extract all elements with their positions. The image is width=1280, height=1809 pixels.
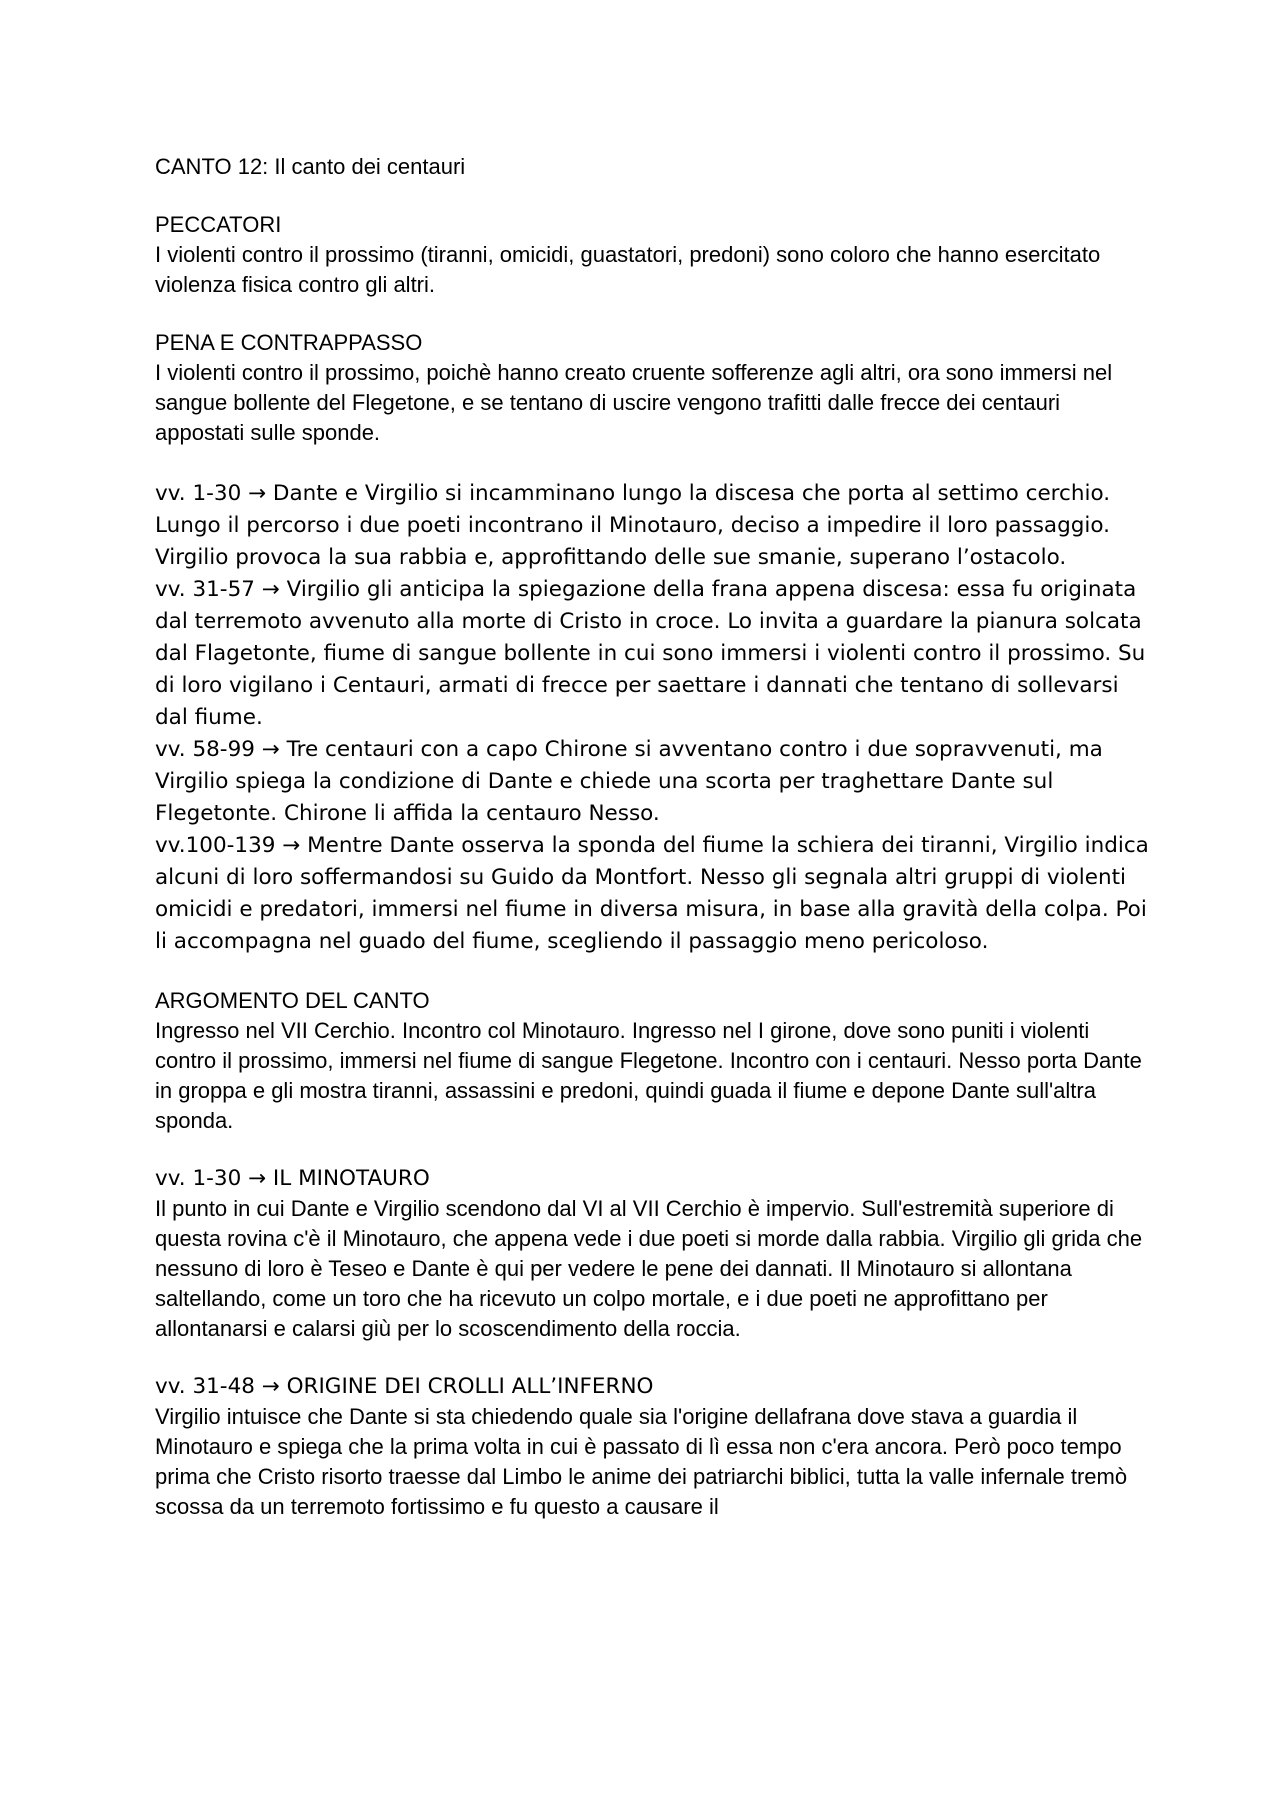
section-origine	[155, 1372, 1155, 1522]
section-heading: PENA E CONTRAPPASSO	[155, 330, 423, 355]
section-text: Virgilio intuisce che Dante si sta chiedendo quale sia l'origine dellafrana dove stava a guardia il Minotauro e spiega che la prima volta in cui è passato di lì essa non c'era ancora. Però poco tempo prima che Cristo risorto traesse dal Limbo le anime dei patriarchi biblici, tutta la valle infernale tremò scossa da un terremoto fortissimo e fu questo a causare il	[155, 1404, 1128, 1519]
document-page	[155, 152, 1155, 1522]
summary-paragraph: vv.100-139 → Mentre Dante osserva la sponda del fiume la schiera dei tiranni, Virgilio indica alcuni di loro soffermandosi su Guido da Montfort. Nesso gli segnala altri gruppi di violenti omicidi e predatori, immersi nel fiume in diversa misura, in base alla gravità della colpa. Poi li accompagna nel guado del fiume, scegliendo il passaggio meno pericoloso.	[155, 833, 1149, 954]
section-heading: PECCATORI	[155, 212, 282, 237]
section-text: Il punto in cui Dante e Virgilio scendono dal VI al VII Cerchio è impervio. Sull'estremità superiore di questa rovina c'è il Minotauro, che appena vede i due poeti si morde dalla rabbia. Virgilio gli grida che nessuno di loro è Teseo e Dante è qui per vedere le pene dei dannati. Il Minotauro si allontana saltellando, come un toro che ha ricevuto un colpo mortale, e i due poeti ne approfittano per allontanarsi e calarsi giù per lo scoscendimento della roccia.	[155, 1196, 1143, 1341]
section-heading: ARGOMENTO DEL CANTO	[155, 988, 430, 1013]
summary-paragraph: vv. 1-30 → Dante e Virgilio si incamminano lungo la discesa che porta al settimo cerchio. Lungo il percorso i due poeti incontrano il Minotauro, deciso a impedire il loro passaggio. Virgilio provoca la sua rabbia e, approfittando delle sue smanie, superano l’ostacolo.	[155, 481, 1111, 570]
summary-paragraph: vv. 58-99 → Tre centauri con a capo Chirone si avventano contro i due sopravvenuti, ma Virgilio spiega la condizione di Dante e chiede una scorta per traghettare Dante sul Flegetonte. Chirone li affida la centauro Nesso.	[155, 737, 1103, 826]
section-minotauro	[155, 1164, 1155, 1344]
section-argomento	[155, 986, 1155, 1136]
section-summary	[155, 478, 1155, 958]
section-text: Ingresso nel VII Cerchio. Incontro col Minotauro. Ingresso nel I girone, dove sono puniti i violenti contro il prossimo, immersi nel fiume di sangue Flegetone. Incontro con i centauri. Nesso porta Dante in groppa e gli mostra tiranni, assassini e predoni, quindi guada il fiume e depone Dante sull'altra sponda.	[155, 1018, 1142, 1133]
section-text: I violenti contro il prossimo, poichè hanno creato cruente sofferenze agli altri, ora sono immersi nel sangue bollente del Flegetone, e se tentano di uscire vengono trafitti dalle frecce dei centauri appostati sulle sponde.	[155, 360, 1113, 445]
section-peccatori	[155, 210, 1155, 300]
section-heading: vv. 1-30 → IL MINOTAURO	[155, 1166, 430, 1191]
document-title: CANTO 12: Il canto dei centauri	[155, 154, 466, 179]
summary-paragraph: vv. 31-57 → Virgilio gli anticipa la spiegazione della frana appena discesa: essa fu originata dal terremoto avvenuto alla morte di Cristo in croce. Lo invita a guardare la pianura solcata dal Flagetonte, fiume di sangue bollente in cui sono immersi i violenti contro il prossimo. Su di loro vigilano i Centauri, armati di frecce per saettare i dannati che tentano di sollevarsi dal fiume.	[155, 577, 1146, 730]
section-text: I violenti contro il prossimo (tiranni, omicidi, guastatori, predoni) sono coloro che hanno esercitato violenza fisica contro gli altri.	[155, 242, 1101, 297]
section-pena	[155, 328, 1155, 448]
section-heading: vv. 31-48 → ORIGINE DEI CROLLI ALL’INFERNO	[155, 1374, 654, 1399]
